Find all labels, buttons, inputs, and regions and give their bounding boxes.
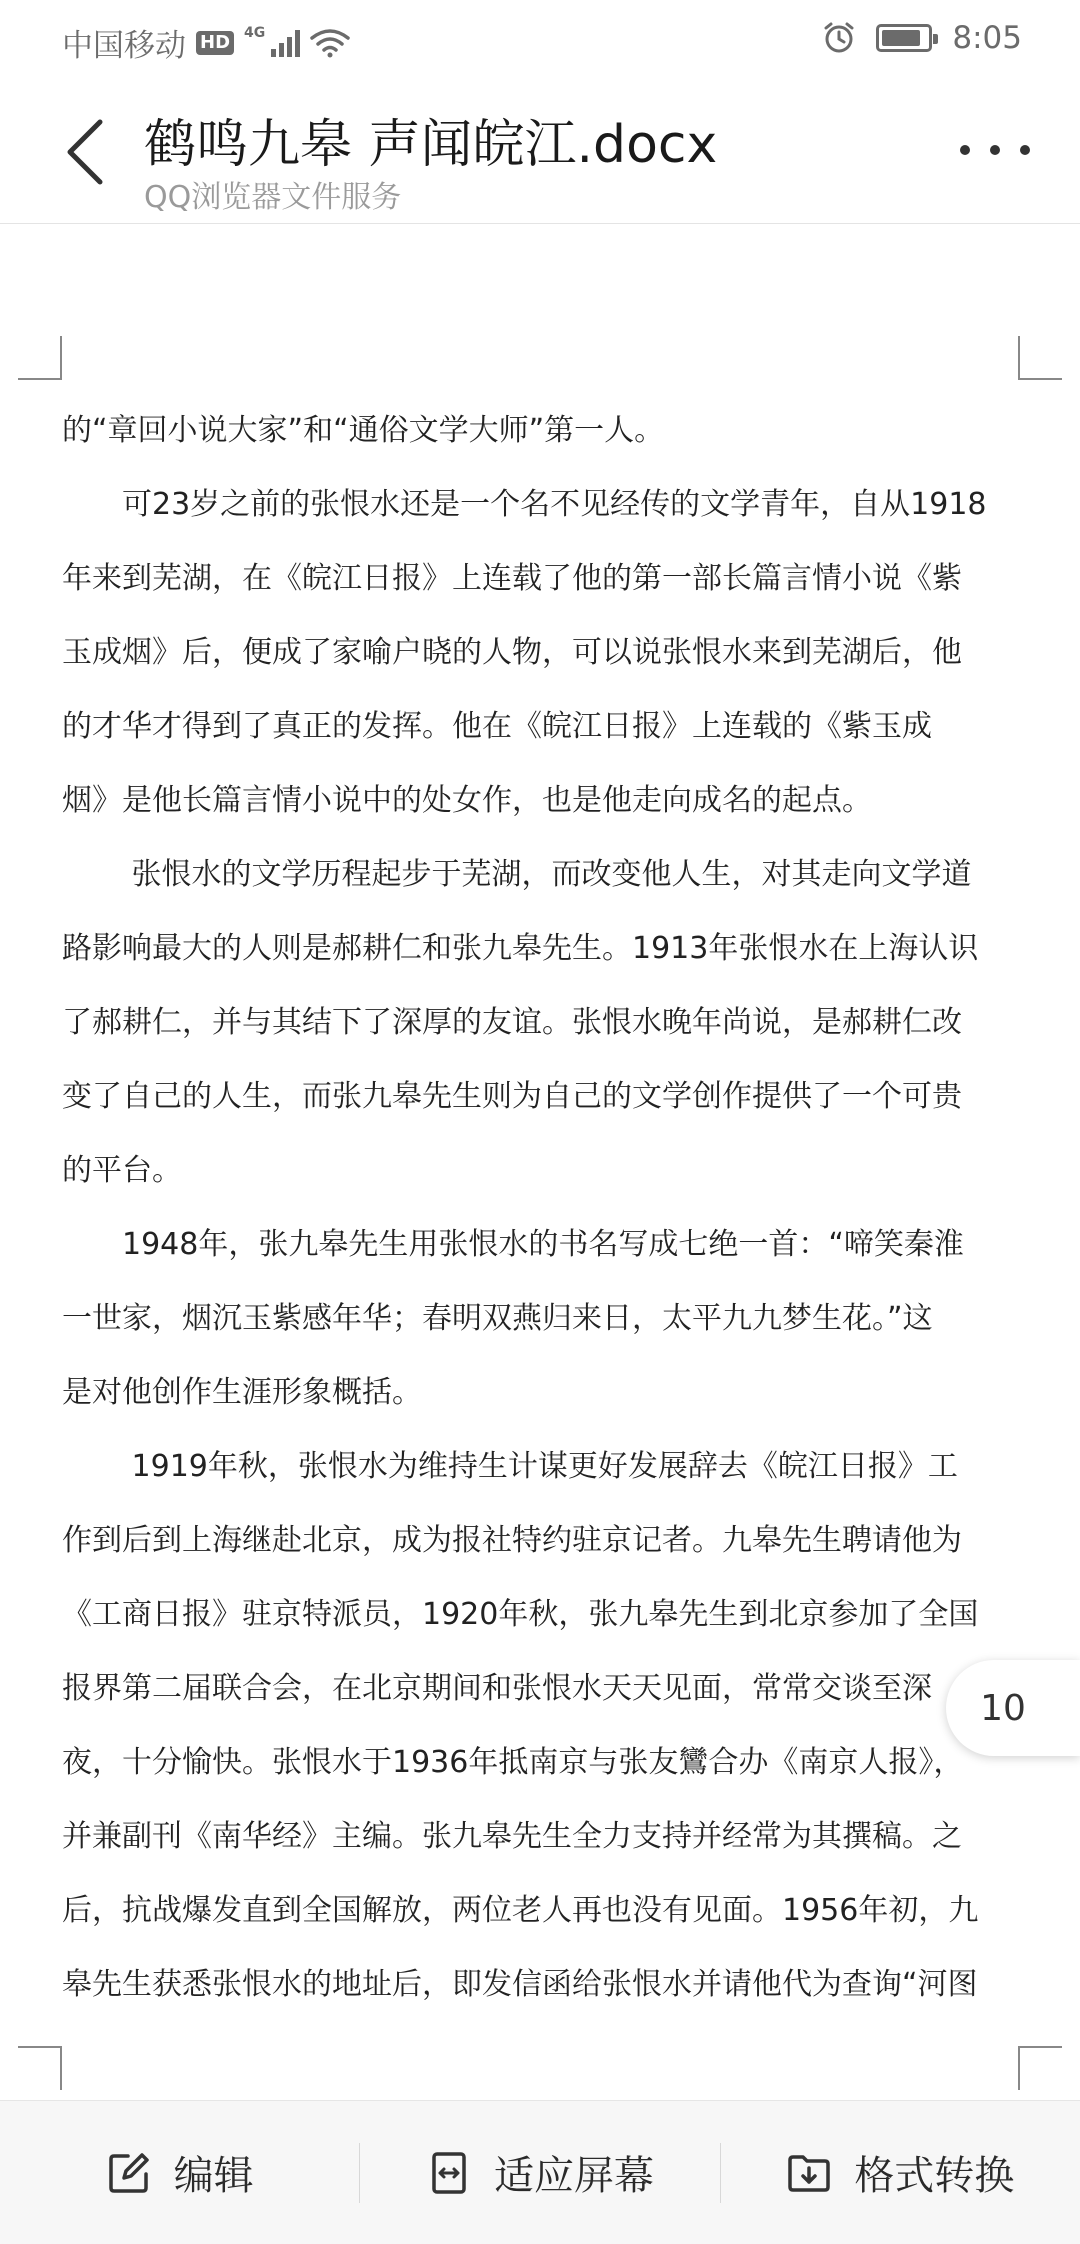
- battery-icon: [876, 24, 932, 52]
- format-convert-button[interactable]: [721, 2101, 1080, 2244]
- doc-line: 夜，十分愉快。张恨水于1936年抵南京与张友鸞合办《南京人报》，: [62, 1745, 964, 1780]
- doc-line: 1948年，张九皋先生用张恨水的书名写成七绝一首：“啼笑秦淮: [62, 1227, 964, 1262]
- doc-line: 作到后到上海继赴北京，成为报社特约驻京记者。九皋先生聘请他为: [62, 1523, 962, 1558]
- doc-line: 年来到芜湖，在《皖江日报》上连载了他的第一部长篇言情小说《紫: [62, 561, 962, 596]
- doc-line: 是对他创作生涯形象概括。: [62, 1375, 422, 1410]
- doc-line: 1919年秋，张恨水为维持生计谋更好发展辞去《皖江日报》工: [62, 1449, 958, 1484]
- doc-line: 的“章回小说大家”和“通俗文学大师”第一人。: [62, 413, 665, 448]
- fit-screen-label: 适应屏幕: [493, 2153, 654, 2199]
- doc-line: 张恨水的文学历程起步于芜湖，而改变他人生，对其走向文学道: [62, 857, 972, 892]
- folder-convert-icon: [786, 2150, 832, 2196]
- doc-line: 路影响最大的人则是郝耕仁和张九皋先生。1913年张恨水在上海认识: [62, 931, 979, 966]
- signal-icon: [271, 29, 300, 57]
- doc-line: 的才华才得到了真正的发挥。他在《皖江日报》上连载的《紫玉成: [62, 709, 932, 744]
- document-text: [62, 394, 1058, 2022]
- doc-line: 报界第二届联合会，在北京期间和张恨水天天见面，常常交谈至深: [62, 1671, 932, 1706]
- title-bar: [0, 80, 1080, 224]
- fit-screen-icon: [426, 2150, 472, 2196]
- doc-line: 一世家，烟沉玉紫感年华；春明双燕归来日，太平九九梦生花。”这: [62, 1301, 933, 1336]
- doc-line: 了郝耕仁，并与其结下了深厚的友谊。张恨水晚年尚说，是郝耕仁改: [62, 1005, 962, 1040]
- wifi-icon: [310, 28, 350, 58]
- more-icon: [960, 145, 970, 155]
- document-page[interactable]: [0, 224, 1080, 2100]
- doc-line: 皋先生获悉张恨水的地址后，即发信函给张恨水并请他代为查询“河图: [62, 1967, 978, 2002]
- doc-line: 变了自己的人生，而张九皋先生则为自己的文学创作提供了一个可贵: [62, 1079, 962, 1114]
- doc-line: 玉成烟》后，便成了家喻户晓的人物，可以说张恨水来到芜湖后，他: [62, 635, 962, 670]
- status-left: [62, 20, 350, 65]
- crop-mark-top-left: [18, 336, 62, 380]
- back-arrow-icon: [56, 112, 116, 192]
- crop-mark-bottom-left: [18, 2046, 62, 2090]
- more-button[interactable]: [960, 130, 1030, 170]
- clock-label: 8:05: [952, 20, 1022, 56]
- status-bar: [0, 0, 1080, 80]
- alarm-icon: [822, 21, 856, 55]
- back-button[interactable]: [56, 112, 116, 192]
- doc-line: 后，抗战爆发直到全国解放，两位老人再也没有见面。1956年初，九: [62, 1893, 979, 1928]
- edit-icon: [106, 2150, 152, 2196]
- bottom-toolbar: [0, 2100, 1080, 2244]
- hd-badge: HD: [196, 31, 234, 55]
- page-subtitle: QQ浏览器文件服务: [144, 180, 402, 215]
- crop-mark-bottom-right: [1018, 2046, 1062, 2090]
- crop-mark-top-right: [1018, 336, 1062, 380]
- format-convert-label: 格式转换: [854, 2153, 1015, 2199]
- page-number-badge[interactable]: 10: [946, 1660, 1080, 1756]
- carrier-label: 中国移动: [62, 28, 186, 64]
- fit-screen-button[interactable]: [360, 2101, 719, 2244]
- edit-button[interactable]: [0, 2101, 359, 2244]
- doc-line: 可23岁之前的张恨水还是一个名不见经传的文学青年，自从1918: [62, 487, 987, 522]
- network-type-label: 4G: [244, 24, 266, 41]
- doc-line: 并兼副刊《南华经》主编。张九皋先生全力支持并经常为其撰稿。之: [62, 1819, 962, 1854]
- doc-line: 《工商日报》驻京特派员，1920年秋，张九皋先生到北京参加了全国: [62, 1597, 979, 1632]
- page-title: 鹤鸣九皋 声闻皖江.docx: [144, 115, 718, 175]
- doc-line: 烟》是他长篇言情小说中的处女作，也是他走向成名的起点。: [62, 783, 872, 818]
- edit-label: 编辑: [173, 2153, 254, 2199]
- doc-line: 的平台。: [62, 1153, 182, 1188]
- status-right: [822, 20, 1022, 56]
